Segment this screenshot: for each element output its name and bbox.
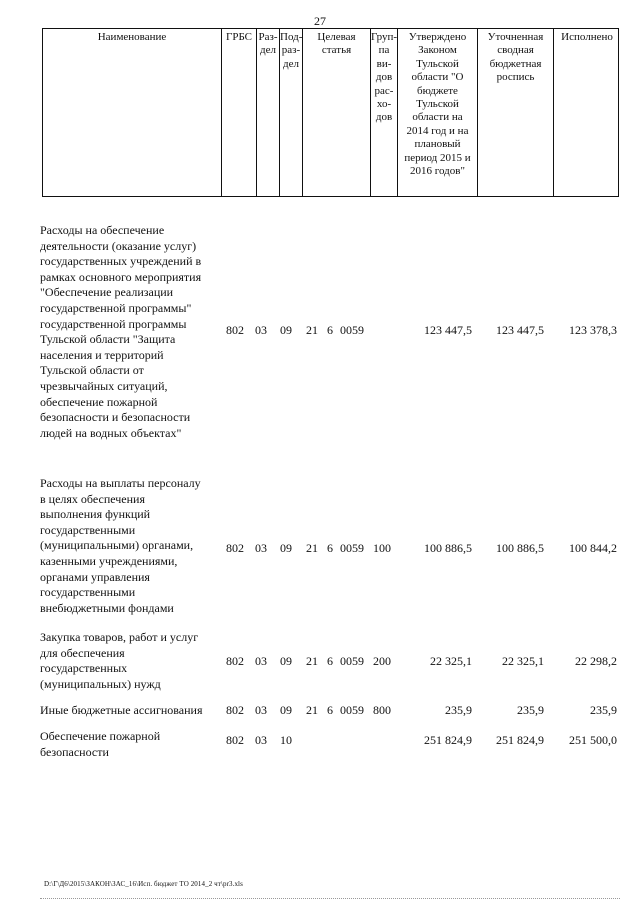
cell-razdel: 03 [255, 323, 267, 337]
cell-utverzhdeno: 235,9 [445, 703, 472, 717]
file-path-footer: D:\Г\Д6\2015\ЗАКОН\ЗАС_16\Исп. бюджет ТО 2014_2 чт\pr3.xls [44, 880, 243, 888]
cell-tselevaya-3: 0059 [340, 654, 364, 668]
cell-gruppa: 800 [373, 703, 391, 717]
cell-ispolneno: 100 844,2 [569, 541, 617, 555]
cell-utochnennaya: 123 447,5 [496, 323, 544, 337]
cell-grbs: 802 [226, 733, 244, 747]
header-podrazdel: Под- раз- дел [279, 29, 302, 196]
header-ispolneno: Исполнено [553, 29, 620, 196]
header-grbs: ГРБС [221, 29, 256, 196]
row-description: Закупка товаров, работ и услуг для обеспечения государственных (муниципальных) нужд [40, 630, 199, 691]
cell-podrazdel: 09 [280, 323, 292, 337]
cell-gruppa: 200 [373, 654, 391, 668]
cell-podrazdel: 10 [280, 733, 292, 747]
page-number: 27 [314, 14, 326, 28]
header-utochnennaya-rospis: Уточненная сводная бюджетная роспись [477, 29, 553, 196]
cell-tselevaya-1: 21 [306, 541, 318, 555]
cell-razdel: 03 [255, 541, 267, 555]
cell-utverzhdeno: 251 824,9 [424, 733, 472, 747]
cell-utochnennaya: 251 824,9 [496, 733, 544, 747]
cell-podrazdel: 09 [280, 654, 292, 668]
cell-gruppa: 100 [373, 541, 391, 555]
cell-tselevaya-2: 6 [327, 541, 333, 555]
cell-grbs: 802 [226, 541, 244, 555]
header-utverzhdeno: Утверждено Законом Тульской области "О бюджете Тульской области на 2014 год и на плановый период 2015 и 2016 годов" [397, 29, 477, 196]
cell-tselevaya-2: 6 [327, 323, 333, 337]
cell-utochnennaya: 235,9 [517, 703, 544, 717]
cell-podrazdel: 09 [280, 541, 292, 555]
cell-tselevaya-3: 0059 [340, 703, 364, 717]
cell-ispolneno: 123 378,3 [569, 323, 617, 337]
table-header [42, 28, 619, 197]
bottom-dotted-line [40, 898, 620, 899]
header-razdel: Раз- дел [256, 29, 279, 196]
cell-ispolneno: 22 298,2 [575, 654, 617, 668]
header-name: Наименование [97, 31, 167, 43]
row-description: Иные бюджетные ассигнования [40, 703, 203, 717]
cell-tselevaya-2: 6 [327, 703, 333, 717]
cell-ispolneno: 251 500,0 [569, 733, 617, 747]
cell-razdel: 03 [255, 733, 267, 747]
cell-grbs: 802 [226, 654, 244, 668]
row-description: Расходы на выплаты персоналу в целях обеспечения выполнения функций государственными (муниципальными) органами, казенными учреждениями, органами управления государственными внебюджетными фондами [40, 476, 201, 615]
row-description: Расходы на обеспечение деятельности (оказание услуг) государственных учреждений в рамках основного мероприятия "Обеспечение реализации государственной программы" государственной программы Тульской области "Защита населения и территорий Тульской области от чрезвычайных ситуаций, обеспечение пожарной безопасности и безопасности людей на водных объектах" [40, 223, 202, 440]
cell-utochnennaya: 22 325,1 [502, 654, 544, 668]
header-gruppa-vidov: Груп- па ви- дов рас- хо- дов [370, 29, 397, 196]
cell-grbs: 802 [226, 703, 244, 717]
cell-utverzhdeno: 22 325,1 [430, 654, 472, 668]
cell-utochnennaya: 100 886,5 [496, 541, 544, 555]
cell-utverzhdeno: 100 886,5 [424, 541, 472, 555]
header-tselevaya-statya: Целевая статья [302, 29, 370, 196]
cell-podrazdel: 09 [280, 703, 292, 717]
cell-razdel: 03 [255, 703, 267, 717]
row-description: Обеспечение пожарной безопасности [40, 729, 161, 759]
cell-grbs: 802 [226, 323, 244, 337]
cell-tselevaya-1: 21 [306, 654, 318, 668]
cell-tselevaya-1: 21 [306, 703, 318, 717]
cell-utverzhdeno: 123 447,5 [424, 323, 472, 337]
cell-tselevaya-3: 0059 [340, 323, 364, 337]
cell-tselevaya-3: 0059 [340, 541, 364, 555]
cell-tselevaya-1: 21 [306, 323, 318, 337]
cell-ispolneno: 235,9 [590, 703, 617, 717]
cell-razdel: 03 [255, 654, 267, 668]
cell-tselevaya-2: 6 [327, 654, 333, 668]
